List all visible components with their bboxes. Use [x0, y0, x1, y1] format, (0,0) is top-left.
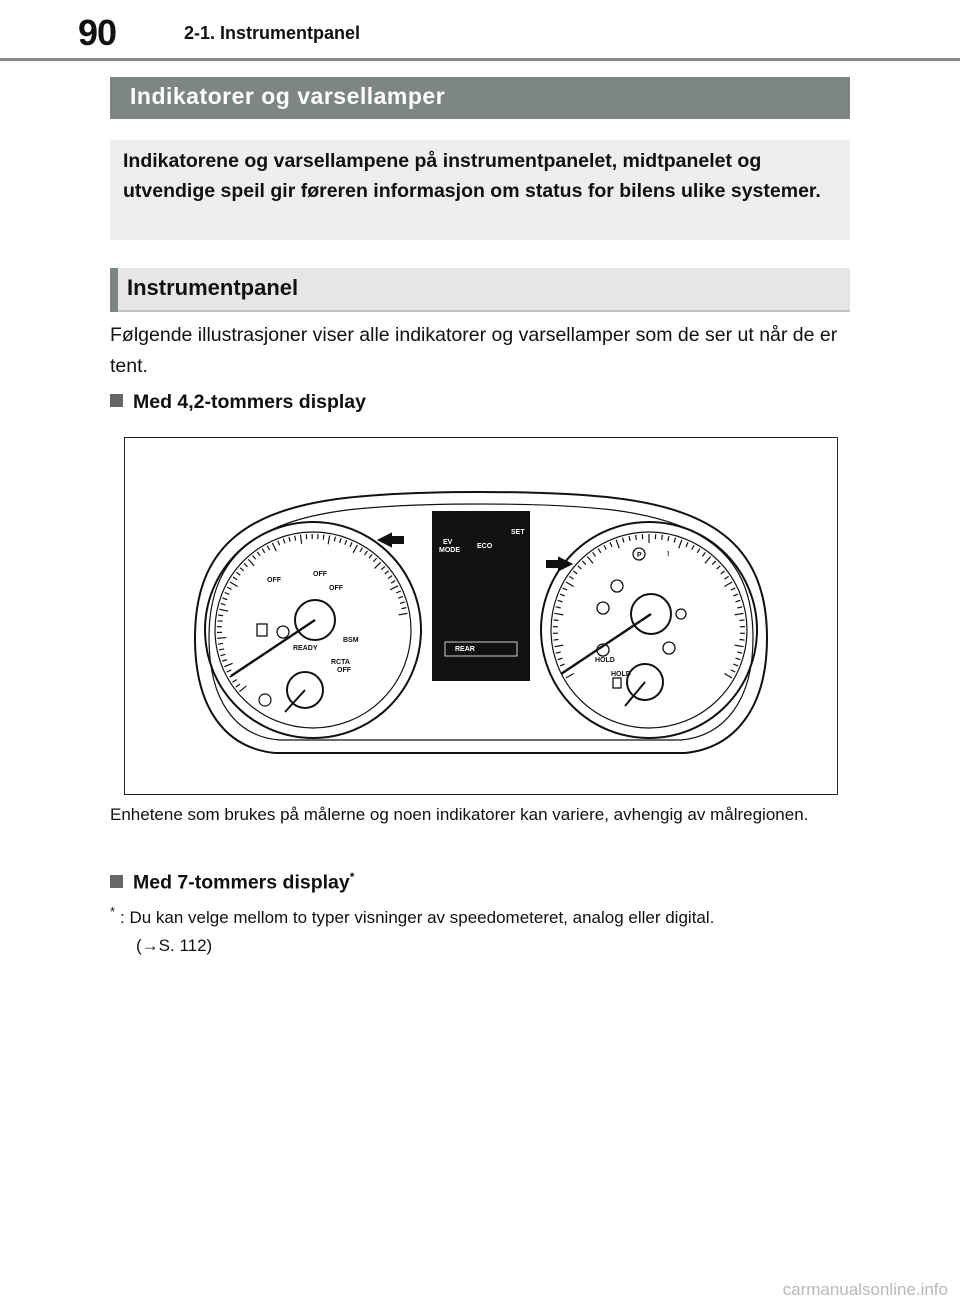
gauge-tick: [554, 645, 563, 647]
gauge-tick: [398, 596, 403, 598]
gauge-tick: [717, 566, 721, 569]
tire-pressure-icon: [663, 642, 675, 654]
brake-hold-icon: [597, 602, 609, 614]
brake-warning-icon: [277, 626, 289, 638]
gauge-tick: [240, 568, 244, 571]
subsection-title-bar: [110, 268, 850, 312]
gauge-tick: [396, 591, 401, 593]
bullet-square-icon: [110, 394, 123, 407]
gauge-tick: [365, 551, 368, 555]
gauge-tick: [566, 674, 574, 679]
gauge-tick: [399, 613, 408, 615]
gauge-tick: [300, 535, 301, 544]
gauge-tick: [582, 561, 585, 565]
heading-42-label: Med 4,2-tommers display: [133, 391, 366, 413]
gauge-tick: [668, 536, 669, 541]
gauge-tick: [563, 588, 567, 590]
airbag-icon: [676, 609, 686, 619]
gauge-tick: [218, 615, 223, 616]
chapter-title: 2-1. Instrumentpanel: [184, 23, 361, 43]
gauge-tick: [735, 613, 744, 615]
gauge-tick: [616, 540, 619, 548]
gauge-tick: [262, 549, 265, 553]
gauge-tick: [253, 555, 256, 559]
gauge-tick: [636, 535, 637, 540]
gauge-tick: [227, 670, 231, 672]
gauge-tick: [556, 607, 561, 608]
gauge-tick: [554, 620, 559, 621]
gauge-tick: [560, 594, 565, 596]
hold-label-2: HOLD: [611, 671, 631, 678]
gauge-tick: [373, 558, 376, 562]
fuel-icon: [613, 678, 621, 688]
excl-label: !: [667, 551, 670, 558]
gauge-tick: [239, 686, 246, 692]
heading-7-asterisk: *: [349, 870, 355, 884]
header-divider: [0, 58, 960, 61]
gauge-tick: [610, 542, 612, 547]
gauge-tick: [257, 552, 260, 556]
footnote-line-1: : Du kan velge mellom to typer visninger av speedometeret, analog eller digital.: [120, 908, 715, 927]
eco-label: ECO: [477, 543, 493, 550]
abs-icon: [611, 580, 623, 592]
footnote-asterisk: *: [110, 904, 116, 919]
gauge-tick: [724, 576, 728, 579]
gauge-tick: [219, 609, 228, 611]
gauge-tick: [375, 562, 381, 568]
gauge-tick: [558, 600, 563, 602]
gauge-tick: [227, 587, 231, 589]
gauge-tick: [556, 652, 561, 653]
heading-42-display: [110, 391, 366, 414]
left-gauge-inner: [215, 532, 411, 728]
gauge-tick: [295, 536, 296, 541]
rear-label: REAR: [455, 646, 475, 653]
gauge-tick: [740, 640, 745, 641]
off-label-3: OFF: [329, 585, 343, 592]
page-number: 90: [78, 12, 117, 53]
gauge-tick: [345, 540, 347, 545]
heading-7-label: Med 7-tommers display: [133, 871, 350, 894]
bsm-label: BSM: [343, 637, 359, 644]
gauge-tick: [604, 545, 606, 549]
figure-caption: Enhetene som brukes på målerne og noen indikatorer kan variere, avhengig av målregionen.: [110, 805, 809, 824]
gauge-tick: [731, 588, 735, 590]
gauge-tick: [705, 556, 711, 563]
gauge-tick: [554, 640, 559, 641]
gauge-tick: [554, 613, 563, 615]
gauge-tick: [232, 680, 236, 683]
gauge-tick: [578, 566, 582, 569]
gauge-tick: [221, 604, 226, 605]
p-label: P: [637, 552, 642, 559]
gauge-tick: [712, 561, 715, 565]
gauge-tick: [679, 540, 682, 548]
cluster-illustration: [125, 438, 837, 794]
gauge-tick: [692, 545, 694, 549]
gauge-tick: [233, 577, 237, 580]
gauge-tick: [391, 581, 395, 584]
gauge-tick: [736, 658, 741, 660]
set-label: SET: [511, 529, 525, 536]
left-turn-arrow-icon: [379, 534, 403, 546]
gauge-tick: [381, 566, 385, 569]
instrument-cluster-figure: [124, 437, 838, 795]
gauge-tick: [598, 549, 601, 553]
gauge-tick: [623, 538, 624, 543]
gauge-tick: [328, 535, 330, 544]
gauge-tick: [724, 674, 732, 679]
gauge-tick: [733, 664, 738, 666]
gauge-tick: [740, 620, 745, 621]
gauge-tick: [369, 554, 372, 558]
intro-text: Indikatorene og varsellampene på instrumentpanelet, midtpanelet og utvendige speil gir føreren informasjon om status for bilens ulike systemer.: [123, 150, 821, 202]
section-title: Indikatorer og varsellamper: [130, 83, 446, 109]
gauge-tick: [218, 643, 223, 644]
gauge-tick: [697, 549, 700, 553]
gauge-tick: [566, 582, 574, 587]
gauge-tick: [283, 539, 285, 544]
gauge-tick: [244, 563, 248, 566]
gauge-tick: [353, 545, 357, 553]
gauge-tick: [225, 592, 230, 594]
gauge-tick: [593, 552, 596, 556]
subsection-title: Instrumentpanel: [127, 275, 299, 300]
gauge-tick: [560, 664, 565, 666]
gauge-tick: [731, 670, 735, 672]
heading-7-display: [110, 870, 354, 895]
ev-label: EV: [443, 539, 453, 546]
gauge-tick: [721, 571, 725, 574]
center-display: [433, 512, 529, 680]
gauge-tick: [737, 652, 742, 653]
gauge-tick: [224, 663, 232, 666]
gauge-tick: [230, 582, 238, 587]
gauge-tick: [385, 571, 389, 574]
footnote-page-reference[interactable]: (→S. 112): [136, 936, 213, 955]
watermark: carmanualsonline.info: [782, 1280, 948, 1299]
gauge-tick: [219, 649, 224, 650]
gauge-tick: [735, 645, 744, 647]
gauge-tick: [220, 654, 225, 655]
gauge-tick: [360, 548, 363, 552]
gauge-tick: [401, 608, 406, 609]
gauge-tick: [334, 537, 335, 542]
gauge-tick: [267, 546, 269, 550]
gauge-tick: [323, 535, 324, 540]
gauge-tick: [289, 537, 290, 542]
body-paragraph: Følgende illustrasjoner viser alle indikatorer og varsellamper som de ser ut når de er tent.: [110, 324, 838, 377]
section-title-bar: [110, 77, 850, 119]
gauge-tick: [390, 586, 398, 590]
gauge-tick: [350, 542, 352, 547]
gauge-tick: [248, 559, 254, 566]
gauge-tick: [662, 535, 663, 540]
gauge-tick: [388, 576, 392, 579]
gauge-tick: [340, 538, 341, 543]
gauge-tick: [223, 598, 228, 600]
gauge-tick: [724, 582, 732, 587]
gauge-tick: [702, 552, 705, 556]
gauge-tick: [686, 542, 688, 547]
gauge-tick: [674, 538, 675, 543]
right-gauge-ticks: [553, 534, 745, 678]
gauge-tick: [736, 600, 741, 602]
gauge-tick: [587, 556, 593, 563]
gauge-tick: [733, 594, 738, 596]
gauge-tick: [737, 607, 742, 608]
off-label-1: OFF: [267, 577, 281, 584]
gauge-tick: [272, 543, 276, 551]
gauge-tick: [573, 571, 577, 574]
seatbelt-icon: [257, 624, 267, 636]
off-label-2: OFF: [313, 571, 327, 578]
page-header: [0, 0, 960, 62]
subsection-accent: [110, 268, 118, 312]
intro-box: [110, 140, 850, 240]
gauge-tick: [569, 576, 573, 579]
gauge-tick: [278, 541, 280, 546]
gauge-tick: [236, 684, 240, 687]
gauge-tick: [558, 658, 563, 660]
gauge-tick: [236, 572, 240, 575]
mode-label: MODE: [439, 547, 460, 554]
gauge-tick: [222, 660, 227, 662]
gauge-tick: [629, 536, 630, 541]
left-small-circle: [259, 694, 271, 706]
bullet-square-icon: [110, 875, 123, 888]
hold-label-1: HOLD: [595, 657, 615, 664]
rcta-off-label: OFF: [337, 667, 351, 674]
gauge-tick: [217, 638, 226, 639]
ready-label: READY: [293, 645, 318, 652]
rcta-label: RCTA: [331, 659, 350, 666]
gauge-tick: [400, 602, 405, 603]
